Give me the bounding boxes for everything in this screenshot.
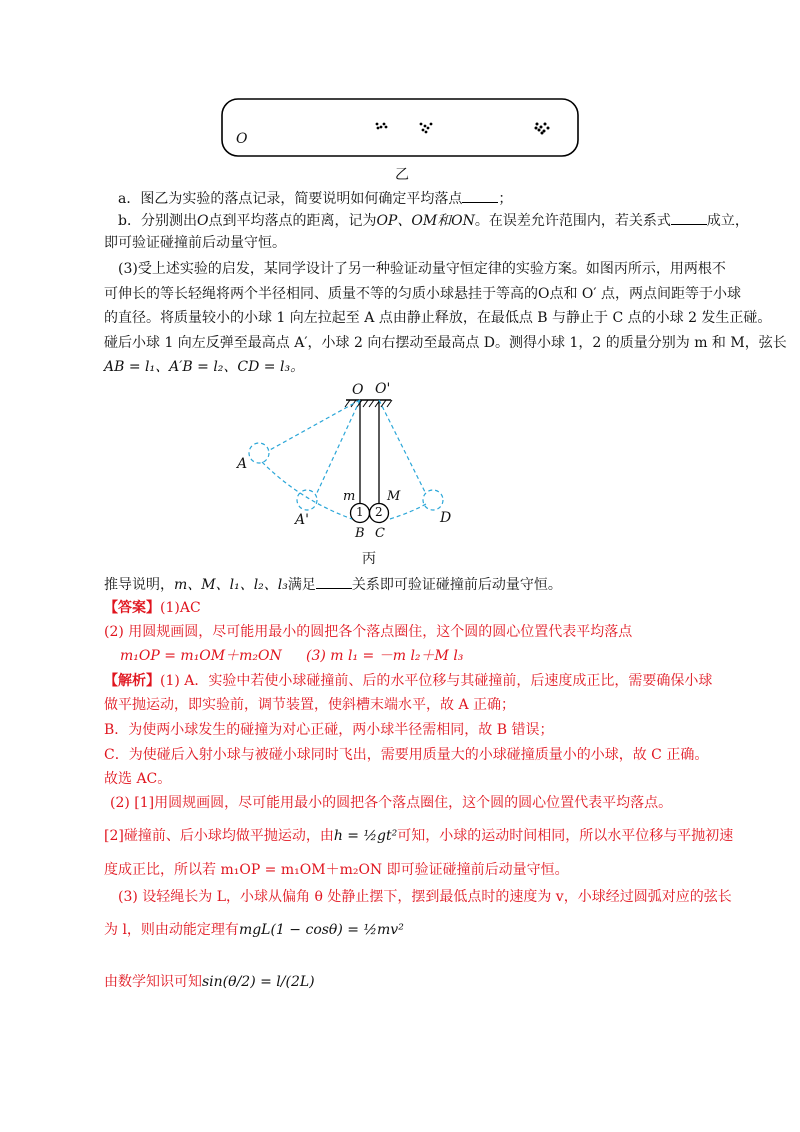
point-O-label: O bbox=[352, 382, 364, 398]
analysis-line5: 故选 AC。 bbox=[104, 771, 172, 787]
question-3-line1: (3)受上述实验的启发，某同学设计了另一种验证动量守恒定律的实验方案。如图丙所示，用两根不 bbox=[118, 261, 726, 277]
answer-eq-3: (3) m l₁ = －m l₂＋M l₃ bbox=[306, 648, 464, 664]
point-B-label: B bbox=[355, 526, 365, 541]
answer-line2: (2) 用圆规画圆，尽可能用最小的圆把各个落点圈住，这个圆的圆心位置代表平均落点 bbox=[104, 624, 633, 640]
answer-line1: 【答案】(1)AC bbox=[104, 600, 201, 616]
point-Aprime-label: A' bbox=[295, 512, 309, 528]
answer-eq-2: m₁OP = m₁OM＋m₂ON bbox=[120, 648, 282, 664]
analysis-line11: 由数学知识可知sin(θ/2) = l/(2L) bbox=[104, 974, 315, 990]
ball-2-label: 2 bbox=[375, 505, 383, 519]
analysis-line4: C．为使碰后入射小球与被碰小球同时飞出，需要用质量大的小球碰撞质量小的小球，故 C 正确。 bbox=[104, 747, 709, 763]
analysis-line3: B．为使两小球发生的碰撞为对心正碰，两小球半径需相同，故 B 错误； bbox=[104, 722, 554, 738]
point-Oprime-label: O' bbox=[375, 381, 391, 397]
question-b-line2: 即可验证碰撞前后动量守恒。 bbox=[104, 235, 286, 251]
analysis-line6: (2) [1]用圆规画圆，尽可能用最小的圆把各个落点圈住，这个圆的圆心位置代表平均落点。 bbox=[110, 795, 673, 811]
question-a: a．图乙为实验的落点记录，简要说明如何确定平均落点 ； bbox=[118, 188, 512, 209]
point-C-label: C bbox=[375, 526, 385, 541]
mass-M-label: M bbox=[387, 489, 401, 504]
point-D-label: D bbox=[440, 510, 452, 526]
derive-line: 推导说明，m、M、l₁、l₂、l₃满足 关系即可验证碰撞前后动量守恒。 bbox=[104, 574, 562, 595]
question-3-line4: 碰后小球 1 向左反弹至最高点 A′，小球 2 向右摆动至最高点 D。测得小球 1，2 的质量分别为 m 和 M，弦长 bbox=[104, 335, 787, 351]
figure-caption: 丙 bbox=[362, 551, 376, 567]
point-A-label: A bbox=[237, 456, 248, 472]
question-3-line2: 可伸长的等长轻绳将两个半径相同、质量不等的匀质小球悬挂于等高的O点和 O′ 点，两点间距等于小球 bbox=[104, 286, 742, 302]
analysis-line7: [2]碰撞前、后小球均做平抛运动，由h = ½gt²可知，小球的运动时间相同，所以水平位移与平抛初速 bbox=[104, 828, 734, 844]
question-b: b．分别测出O点到平均落点的距离，记为OP、OM和ON。在误差允许范围内，若关系式 成立， bbox=[118, 210, 749, 231]
analysis-line10: 为 l，则由动能定理有mgL(1 − cosθ) = ½mv² bbox=[104, 922, 404, 938]
origin-label: O bbox=[236, 131, 248, 147]
analysis-line2: 做平抛运动，即实验前，调节装置，使斜槽末端水平，故 A 正确； bbox=[104, 697, 516, 713]
analysis-line8: 度成正比，所以若 m₁OP = m₁OM＋m₂ON 即可验证碰撞前后动量守恒。 bbox=[104, 862, 569, 878]
analysis-line9: (3) 设轻绳长为 L，小球从偏角 θ 处静止摆下，摆到最低点时的速度为 v，小球经过圆弧对应的弦长 bbox=[118, 889, 732, 905]
question-3-line5: AB = l₁、A′B = l₂、CD = l₃。 bbox=[104, 359, 305, 375]
mass-m-label: m bbox=[343, 489, 356, 504]
question-3-line3: 的直径。将质量较小的小球 1 向左拉起至 A 点由静止释放，在最低点 B 与静止于 C 点的小球 2 发生正碰。 bbox=[104, 310, 772, 326]
ball-1-label: 1 bbox=[356, 505, 364, 519]
analysis-line1: 【解析】(1) A．实验中若使小球碰撞前、后的水平位移与其碰撞前，后速度成正比，需要确保小球 bbox=[104, 673, 713, 689]
figure-caption: 乙 bbox=[395, 167, 409, 183]
